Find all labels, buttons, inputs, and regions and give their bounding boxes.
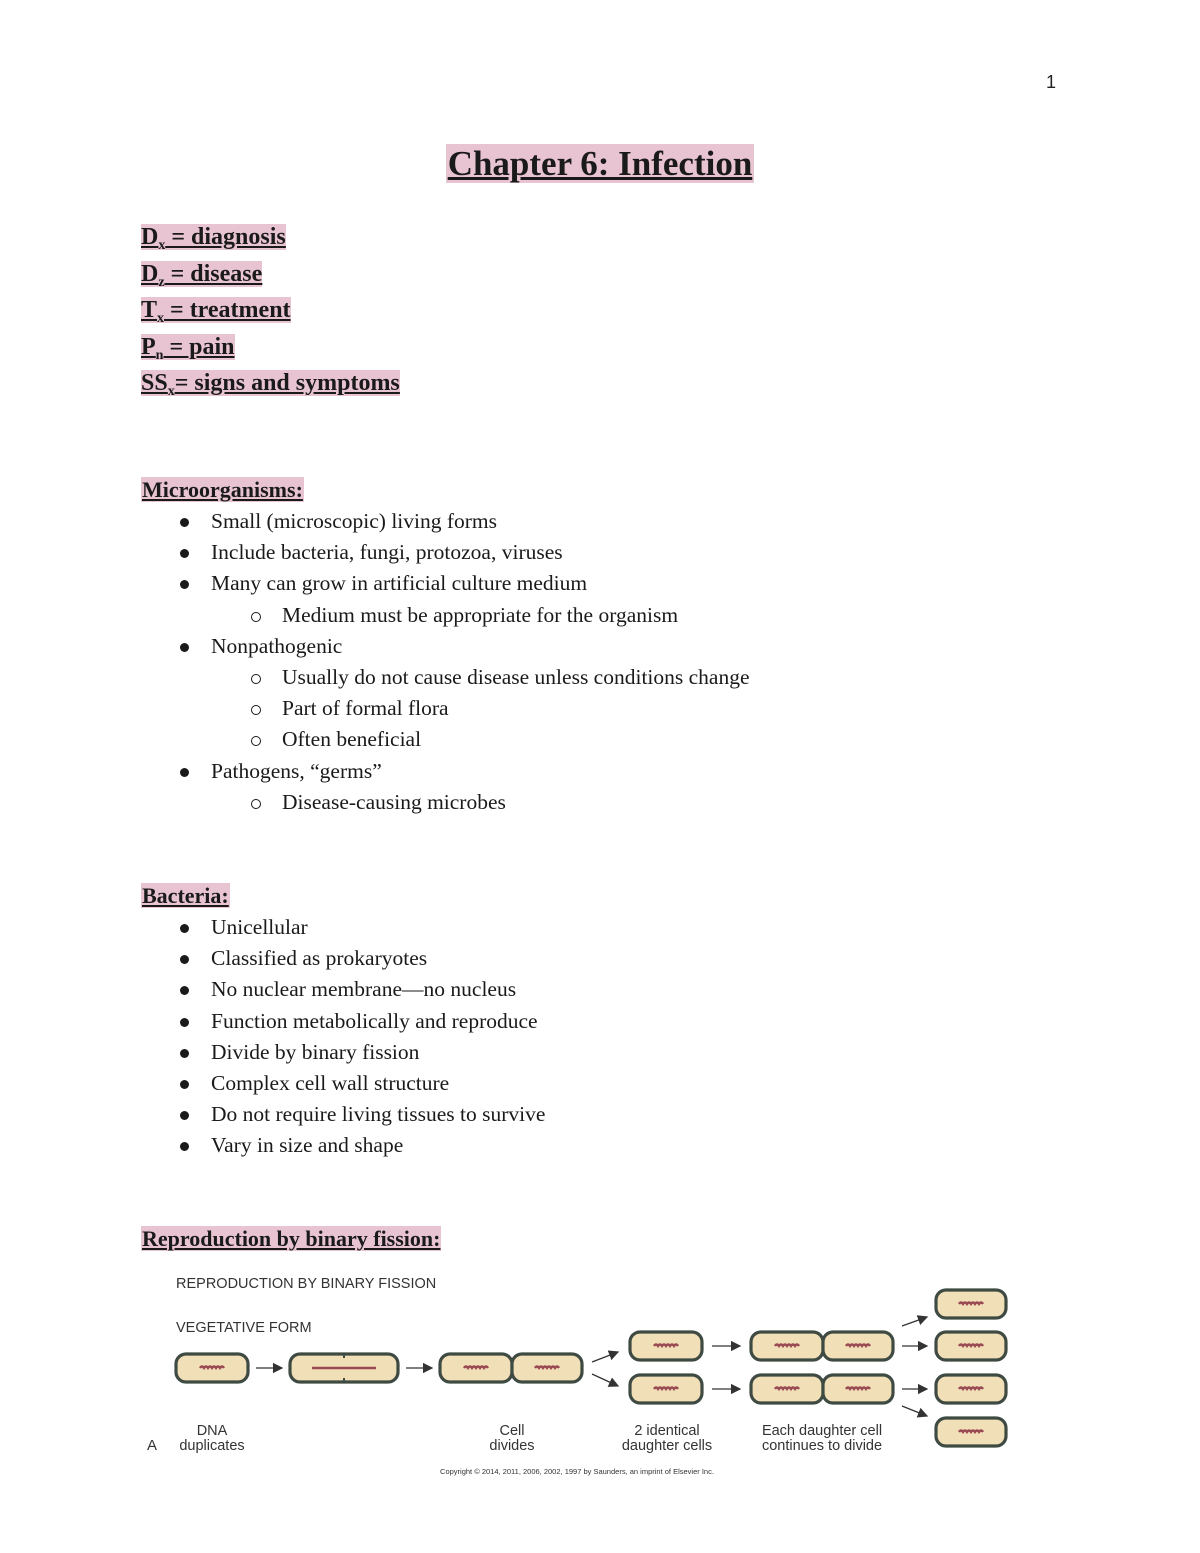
list-item [141,1099,1041,1130]
daughter-cell [936,1290,1006,1318]
list-item-text: Nonpathogenic [211,633,343,658]
arrow [902,1317,927,1326]
fission-heading-text: Reproduction by binary fission: [142,1226,441,1251]
daughter-cell [936,1418,1006,1446]
list-item-text: Do not require living tissues to survive [211,1102,546,1127]
list-item-text: Classified as prokaryotes [211,946,428,971]
list-item [141,1130,1041,1161]
sub-bullet-icon [251,612,261,622]
bullet-icon [180,549,189,558]
microorganisms-heading [141,476,304,504]
list-item [141,693,1041,724]
daughter-cell [630,1332,702,1360]
microorganisms-list [141,506,1041,818]
abbreviation-text [141,260,263,290]
list-item [141,724,1041,755]
list-item-text: Small (microscopic) living forms [211,509,498,533]
list-item [141,787,1041,818]
title-text: Chapter 6: Infection [447,144,753,183]
bullet-icon [180,1080,189,1089]
dna-strand [959,1303,983,1305]
bacteria-heading-text: Bacteria: [142,883,229,908]
label-identical-line1: 2 identical [634,1423,700,1439]
abbreviation-letter: SS [141,370,168,396]
dna-strand [654,1388,678,1390]
dna-strand [846,1388,870,1390]
list-item-text: Pathogens, “germs” [211,758,382,783]
panel-letter: A [147,1437,158,1454]
list-item-text: Function metabolically and reproduce [211,1008,538,1033]
list-item-text: Many can grow in artificial culture medium [211,571,588,596]
daughter-cell [936,1375,1006,1403]
abbreviation-text [141,370,400,399]
figure-title: REPRODUCTION BY BINARY FISSION [176,1276,437,1292]
arrow [902,1406,927,1416]
label-each-line1: Each daughter cell [761,1423,883,1439]
list-item-text: Complex cell wall structure [211,1070,450,1095]
page-title [0,141,1200,187]
dividing-cell [290,1354,398,1382]
figure-copyright: Copyright © 2014, 2011, 2006, 2002, 1997 by Saunders, an imprint of Elsevier Inc. [440,1467,714,1476]
bullet-icon [180,1049,189,1058]
bullet-icon [180,768,189,777]
list-item [141,600,1041,631]
label-cell-line2: divides [489,1438,535,1454]
label-dna-line2: duplicates [179,1438,245,1454]
list-item-text: Often beneficial [282,727,422,752]
list-item-text: Divide by binary fission [211,1039,420,1064]
abbreviation-item [141,368,400,405]
bullet-icon [180,518,189,527]
abbreviation-text [141,297,291,326]
list-item [141,912,1041,943]
sub-bullet-icon [251,799,261,809]
dna-strand [775,1345,799,1347]
sub-bullet-icon [251,705,261,715]
list-item [141,1037,1041,1068]
abbreviation-subscript: x [167,384,175,399]
list-item-text: Medium must be appropriate for the organism [282,602,679,627]
list-item-text: Usually do not cause disease unless conditions change [282,664,750,689]
list-item [141,974,1041,1005]
abbreviation-item [141,332,400,369]
vegetative-cell [176,1354,248,1382]
dna-strand [959,1345,983,1347]
list-item [141,662,1041,693]
list-item [141,537,1041,568]
figure-subtitle: VEGETATIVE FORM [176,1320,312,1336]
abbreviation-meaning: = signs and symptoms [174,370,400,396]
microorganisms-heading-text: Microorganisms: [142,477,303,502]
binary-fission-figure [140,1268,1040,1488]
daughter-cell [751,1375,823,1403]
list-item [141,756,1041,787]
bullet-icon [180,955,189,964]
bullet-icon [180,924,189,933]
list-item-text: Vary in size and shape [211,1133,404,1158]
label-identical-line2: daughter cells [621,1438,713,1454]
list-item-text: Disease-causing microbes [282,789,506,814]
bacteria-list [141,912,1041,1162]
bullet-icon [180,643,189,652]
dna-strand [535,1367,559,1369]
arrow [592,1352,618,1362]
abbreviation-text [141,224,286,253]
bullet-icon [180,1142,189,1151]
list-item-text: Include bacteria, fungi, protozoa, viruses [211,540,563,565]
daughter-cell [823,1332,893,1360]
abbreviation-meaning: = diagnosis [165,224,286,250]
abbreviation-list [141,222,400,405]
sub-bullet-icon [251,736,261,746]
bacteria-heading [141,882,230,910]
abbreviation-meaning: = treatment [164,297,291,323]
bullet-icon [180,1111,189,1120]
dna-strand [959,1431,983,1433]
arrow [592,1374,618,1386]
dna-strand [464,1367,488,1369]
list-item [141,631,1041,662]
list-item-text: No nuclear membrane—no nucleus [211,977,517,1002]
label-each-line2: continues to divide [761,1438,883,1454]
sub-bullet-icon [251,674,261,684]
bullet-icon [180,580,189,589]
daughter-cell [751,1332,823,1360]
abbreviation-item [141,259,400,296]
abbreviation-letter: T [141,297,158,323]
abbreviation-item [141,222,400,259]
abbreviation-subscript: z [158,274,165,290]
dna-strand [775,1388,799,1390]
daughter-cell [630,1375,702,1403]
list-item [141,1068,1041,1099]
page-number: 1 [1046,72,1057,92]
daughter-cell [512,1354,582,1382]
abbreviation-letter: P [141,333,156,360]
dna-strand [846,1345,870,1347]
dna-strand [200,1367,224,1369]
dna-strand [654,1345,678,1347]
bullet-icon [180,986,189,995]
label-cell-line1: Cell [499,1423,525,1439]
daughter-cell [823,1375,893,1403]
list-item-text: Part of formal flora [282,696,449,721]
daughter-cell [936,1332,1006,1360]
abbreviation-subscript: n [155,347,164,363]
abbreviation-meaning: = pain [163,333,235,360]
abbreviation-text [141,333,235,363]
dna-strand [959,1388,983,1390]
abbreviation-subscript: x [157,311,165,326]
fission-heading [141,1225,441,1253]
abbreviation-letter: D [141,260,159,287]
daughter-cell [440,1354,512,1382]
list-item [141,943,1041,974]
list-item-text: Unicellular [211,915,308,939]
abbreviation-subscript: x [158,238,166,253]
list-item [141,1006,1041,1037]
label-dna-line1: DNA [196,1423,228,1439]
list-item [141,506,1041,537]
abbreviation-letter: D [141,224,159,250]
list-item [141,568,1041,599]
abbreviation-item [141,295,400,332]
abbreviation-meaning: = disease [164,260,263,287]
bullet-icon [180,1018,189,1027]
